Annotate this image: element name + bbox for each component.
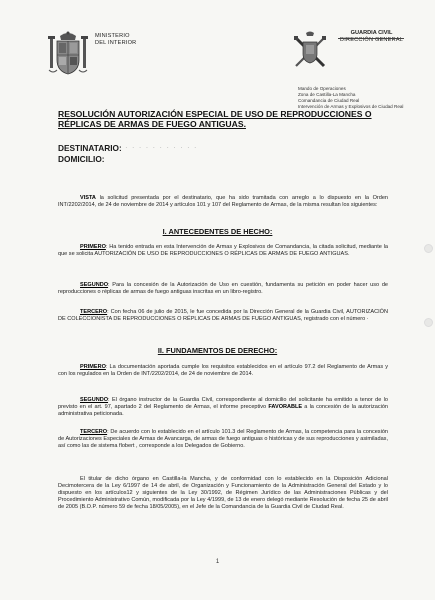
section-2-heading: II. FUNDAMENTOS DE DERECHO: [157,346,278,355]
antecedente-text: : Para la concesión de la Autorización de Uso en cuestión, fundamenta su petición en poder hacer uso de reproducciones o réplicas de armas de fuego antiguas inscritas en un libro-registro. [58,282,388,296]
fundamento-text: a la concesión de la autorización administrativa peticionada. [58,404,388,418]
antecedente-segundo [58,282,388,296]
document-title: RESOLUCIÓN AUTORIZACIÓN ESPECIAL DE USO DE REPRODUCCIONES O RÉPLICAS DE ARMAS DE FUEGO ANTIGUAS. [58,109,372,130]
punch-hole [424,244,433,253]
fundamento-lead: SEGUNDO [80,397,109,403]
address-label: DOMICILIO: [58,153,105,164]
ministry-line1: MINISTERIO [95,33,130,39]
fundamento-text: : De acuerdo con lo establecido en el artículo 101.3 del Reglamento de Armas, la competencia para la concesión de Autorizaciones Especiales de Armas de Avancarga, de armas de fuego antiguas o históricas y de sus reproducciones y asimiladas, así como las de sistema flobert , corresponde a los Delegados de Gobierno. [58,429,388,450]
guardia-civil-name [340,30,403,43]
antecedente-text: : Ha tenido entrada en esta Intervención de Armas y Explosivos de Comandancia, la citada solicitud, mediante la que se solicita AUTORIZACIÓN DE USO DE REPRODUCCIONES O RÉPLICAS DE ARMAS DE FUEGO ANTIGUAS. [58,244,388,258]
fundamento-lead: TERCERO [80,429,108,435]
gc-line2: DIRECCIÓN GENERAL [340,36,404,43]
office-line: Comandancia de Ciudad Real [298,98,360,103]
antecedente-lead: PRIMERO [80,244,106,250]
office-line: Zona de Castilla-La Mancha [298,92,356,97]
antecedente-primero [58,244,388,258]
section-1-heading: I. ANTECEDENTES DE HECHO: [162,227,273,236]
gc-line1: GUARDIA CIVIL [350,30,393,36]
fundamento-lead: PRIMERO [80,364,106,370]
vista-text: la solicitud presentada por el destinatario, que ha sido tramitada con arreglo a lo dispuesto en la Orden INT/2202/2014, de 24 de noviembre de 2014 y artículos 101 y 107 del Reglamento de Armas, de la misma resultan los siguientes: [58,195,388,209]
ministry-name [95,33,136,46]
office-block [298,86,403,110]
office-line: Mando de Operaciones [298,86,346,91]
vista-paragraph [58,195,388,209]
fundamento-primero [58,364,388,378]
fundamento-segundo [58,397,388,418]
office-line: Intervención de Armas y Explosivos de Ciudad Real [298,104,404,109]
recipient-block [58,143,122,164]
favorable-text: FAVORABLE [268,404,303,411]
antecedente-lead: TERCERO [80,309,108,315]
titular-paragraph: El titular de dicho órgano en Castilla-la Mancha, y de conformidad con lo establecido en la Disposición Adicional Decimotercera de la Ley 6/1997 de 14 de abril, de Organización y Funcionamiento de la Administración General del Estado y lo dispuesto en los artículos12 y siguientes de la Ley 30/1992, de Régimen Jurídico de las Administraciones Públicas y del Procedimiento Administrativo Común, modificada por la Ley 4/1999, de 13 de enero delegó mediante Resolución de fecha 25 de abril de 2005 (B.O.P. número 59 de fecha 18/05/2005), en el Jefe de la Comandancia de la Guardia Civil de Ciudad Real. [58,476,388,511]
antecedente-lead: SEGUNDO [80,282,109,288]
ministry-line2: DEL INTERIOR [95,39,137,46]
fundamento-text: : La documentación aportada cumple los requisitos establecidos en el artículo 97.2 del Reglamento de Armas y con los regulados en la Orden de INT/2202/2014, de 24 de noviembre de 2014. [58,364,388,378]
recipient-value: · · · · · · · · · · · [125,143,198,152]
fundamento-tercero [58,429,388,450]
recipient-label: DESTINATARIO: [58,143,122,153]
punch-hole [424,318,433,327]
fundamento-text: : El órgano instructor de la Guardia Civil, correspondiente al domicilio del solicitante ha emitido a tenor de lo previsto en el art. 97, apartado 2 del Reglamento de Armas, el informe preceptivo [58,397,388,411]
gc-divider [338,38,404,39]
antecedente-tercero [58,309,388,323]
page-number: 1 [215,559,220,565]
guardia-civil-emblem-icon [290,30,330,70]
vista-lead: VISTA [80,195,96,201]
antecedente-text: : Con fecha 06 de julio de 2015, le fue concedida por la Dirección General de la Guardia Civil, AUTORIZACIÓN DE COLECCIONISTA DE REPRODUCCIONES O RÉPLICAS DE ARMAS DE FUEGO ANTIGUAS, registrado con el número · [58,309,388,323]
spain-coat-of-arms-icon [48,30,88,80]
